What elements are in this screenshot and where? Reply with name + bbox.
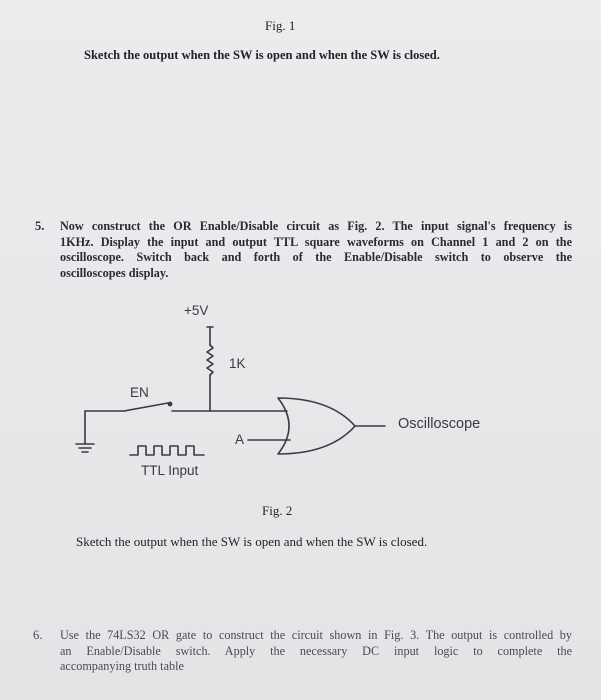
switch-blade <box>124 403 168 411</box>
item-6-line-2: an Enable/Disable switch. Apply the necessary DC input logic to complete the <box>60 643 572 658</box>
enable-switch-label: EN <box>130 385 149 400</box>
item-6-number: 6. <box>33 628 43 642</box>
fig2-caption: Fig. 2 <box>262 503 293 518</box>
resistor-1k <box>207 345 213 375</box>
item-5-line-1: Now construct the OR Enable/Disable circuit as Fig. 2. The input signal's frequency is <box>60 219 572 233</box>
ttl-square-wave <box>130 446 204 455</box>
item-6-line-3: accompanying truth table <box>60 659 184 673</box>
item-5-number: 5. <box>35 219 45 233</box>
item-6-line-1: Use the 74LS32 OR gate to construct the circuit shown in Fig. 3. The output is controlled by <box>60 628 572 642</box>
switch-contact <box>168 402 171 405</box>
item-6-text <box>60 628 572 675</box>
item-5-line-3: oscilloscope. Switch back and forth of the Enable/Disable switch to observe the <box>60 250 572 264</box>
fig1-caption: Fig. 1 <box>265 18 296 33</box>
item-5-line-2: 1KHz. Display the input and output TTL square waveforms on Channel 1 and 2 on the <box>60 234 572 249</box>
fig1-instruction: Sketch the output when the SW is open and when the SW is closed. <box>84 48 440 62</box>
fig2-instruction: Sketch the output when the SW is open and when the SW is closed. <box>76 534 428 549</box>
resistor-value-label: 1K <box>229 356 246 371</box>
item-5-line-4: oscilloscopes display. <box>60 265 169 280</box>
ttl-input-label: TTL Input <box>141 463 199 478</box>
or-gate <box>278 398 355 454</box>
supply-voltage-label: +5V <box>184 303 209 318</box>
oscilloscope-label: Oscilloscope <box>398 416 481 432</box>
input-pin-a-label: A <box>235 432 245 447</box>
